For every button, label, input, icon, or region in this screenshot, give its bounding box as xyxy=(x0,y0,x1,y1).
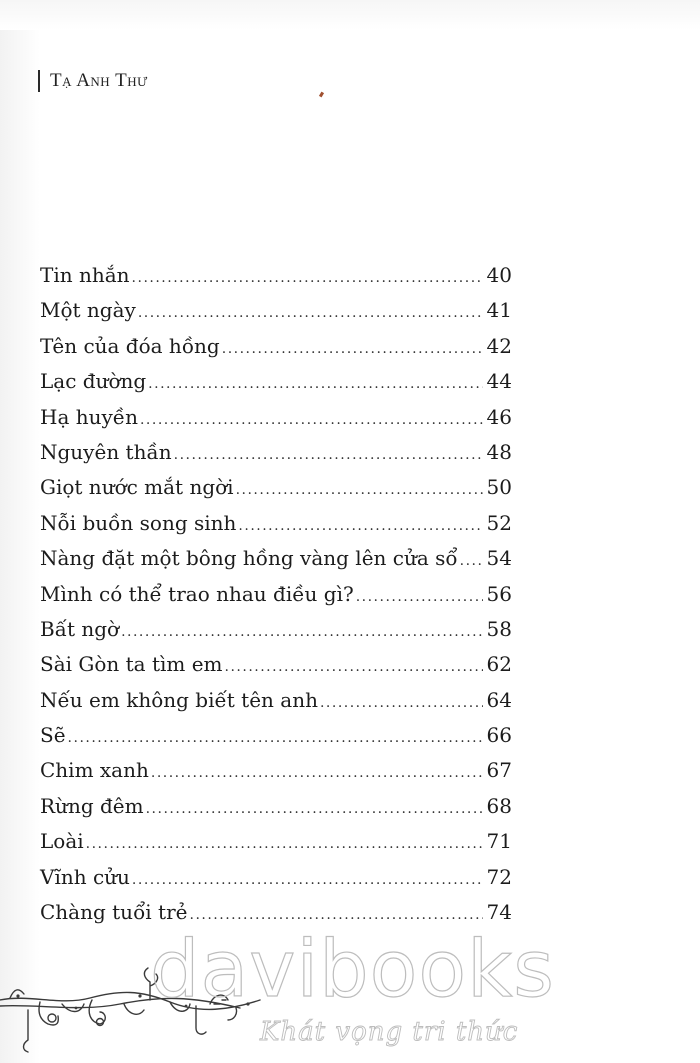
toc-dot-leader xyxy=(121,615,482,650)
page-top-shadow xyxy=(0,0,700,30)
toc-entry-title: Hạ huyền xyxy=(40,404,138,429)
toc-entry xyxy=(40,789,512,824)
toc-entry xyxy=(40,824,512,859)
toc-entry xyxy=(40,577,512,612)
toc-dot-leader xyxy=(132,863,483,898)
toc-entry-title: Nguyên thần xyxy=(40,439,172,464)
toc-entry-page-number: 56 xyxy=(486,581,512,606)
toc-entry xyxy=(40,435,512,470)
header-divider xyxy=(38,70,40,92)
watermark-brand: davibooks xyxy=(150,925,555,1015)
toc-entry-page-number: 71 xyxy=(486,829,512,854)
ink-speck xyxy=(319,92,324,98)
toc-dot-leader xyxy=(225,650,483,685)
toc-dot-leader xyxy=(138,296,483,331)
toc-entry xyxy=(40,541,512,576)
toc-entry-page-number: 67 xyxy=(486,758,512,783)
toc-entry-title: Loài xyxy=(40,829,84,854)
toc-entry-title: Lạc đường xyxy=(40,369,147,394)
toc-dot-leader xyxy=(132,261,483,296)
toc-entry-page-number: 66 xyxy=(486,723,512,748)
toc-entry-title: Chim xanh xyxy=(40,758,149,783)
toc-dot-leader xyxy=(222,332,483,367)
toc-dot-leader xyxy=(140,403,483,438)
toc-entry-page-number: 46 xyxy=(486,404,512,429)
toc-entry-page-number: 58 xyxy=(486,616,512,641)
toc-entry-page-number: 42 xyxy=(486,333,512,358)
toc-dot-leader xyxy=(151,756,483,791)
toc-entry xyxy=(40,860,512,895)
toc-dot-leader xyxy=(86,827,483,862)
toc-entry-title: Sẽ xyxy=(40,723,66,748)
toc-dot-leader xyxy=(356,580,483,615)
toc-entry-title: Giọt nước mắt ngời xyxy=(40,475,234,500)
toc-entry-page-number: 40 xyxy=(486,263,512,287)
author-name: Tạ Anh Thư xyxy=(50,70,148,91)
toc-dot-leader xyxy=(68,721,483,756)
toc-dot-leader xyxy=(460,544,483,579)
running-header xyxy=(38,70,148,92)
toc-entry-page-number: 52 xyxy=(486,510,512,535)
toc-entry-title: Tên của đóa hồng xyxy=(40,333,220,358)
toc-entry-page-number: 41 xyxy=(486,298,512,323)
toc-entry-title: Một ngày xyxy=(40,298,136,323)
toc-dot-leader xyxy=(320,686,483,721)
toc-entry-title: Bất ngờ xyxy=(40,616,120,641)
page-gutter-shadow xyxy=(0,0,40,1063)
toc-entry-page-number: 48 xyxy=(486,439,512,464)
toc-entry-title: Nếu em không biết tên anh xyxy=(40,687,318,712)
toc-entry-title: Chàng tuổi trẻ xyxy=(40,900,188,925)
toc-entry xyxy=(40,470,512,505)
toc-entry-title: Nỗi buồn song sinh xyxy=(40,510,237,535)
toc-entry-page-number: 54 xyxy=(486,546,512,571)
toc-dot-leader xyxy=(146,792,483,827)
toc-dot-leader xyxy=(148,367,482,402)
toc-entry-page-number: 50 xyxy=(486,475,512,500)
toc-entry-title: Mình có thể trao nhau điều gì? xyxy=(40,581,354,606)
toc-dot-leader xyxy=(238,509,482,544)
toc-entry xyxy=(40,258,512,293)
toc-entry-page-number: 64 xyxy=(486,687,512,712)
toc-entry xyxy=(40,400,512,435)
toc-entry-title: Rừng đêm xyxy=(40,793,144,818)
toc-entry-page-number: 72 xyxy=(486,864,512,889)
table-of-contents xyxy=(40,258,512,930)
toc-entry xyxy=(40,718,512,753)
toc-entry xyxy=(40,647,512,682)
toc-entry xyxy=(40,506,512,541)
toc-entry xyxy=(40,364,512,399)
toc-entry-page-number: 44 xyxy=(486,369,512,394)
toc-entry-title: Vĩnh cửu xyxy=(40,864,130,889)
toc-entry-title: Nàng đặt một bông hồng vàng lên cửa sổ xyxy=(40,546,458,571)
toc-entry-title: Tin nhắn xyxy=(40,263,130,287)
toc-dot-leader xyxy=(236,473,483,508)
toc-entry xyxy=(40,612,512,647)
toc-entry xyxy=(40,293,512,328)
toc-entry-title: Sài Gòn ta tìm em xyxy=(40,652,223,677)
toc-entry-page-number: 68 xyxy=(486,793,512,818)
toc-dot-leader xyxy=(174,438,483,473)
toc-entry-page-number: 62 xyxy=(486,652,512,677)
watermark-tagline: Khát vọng tri thức xyxy=(260,1017,519,1047)
toc-entry xyxy=(40,329,512,364)
toc-entry xyxy=(40,683,512,718)
toc-entry-page-number: 74 xyxy=(486,900,512,925)
toc-entry xyxy=(40,753,512,788)
